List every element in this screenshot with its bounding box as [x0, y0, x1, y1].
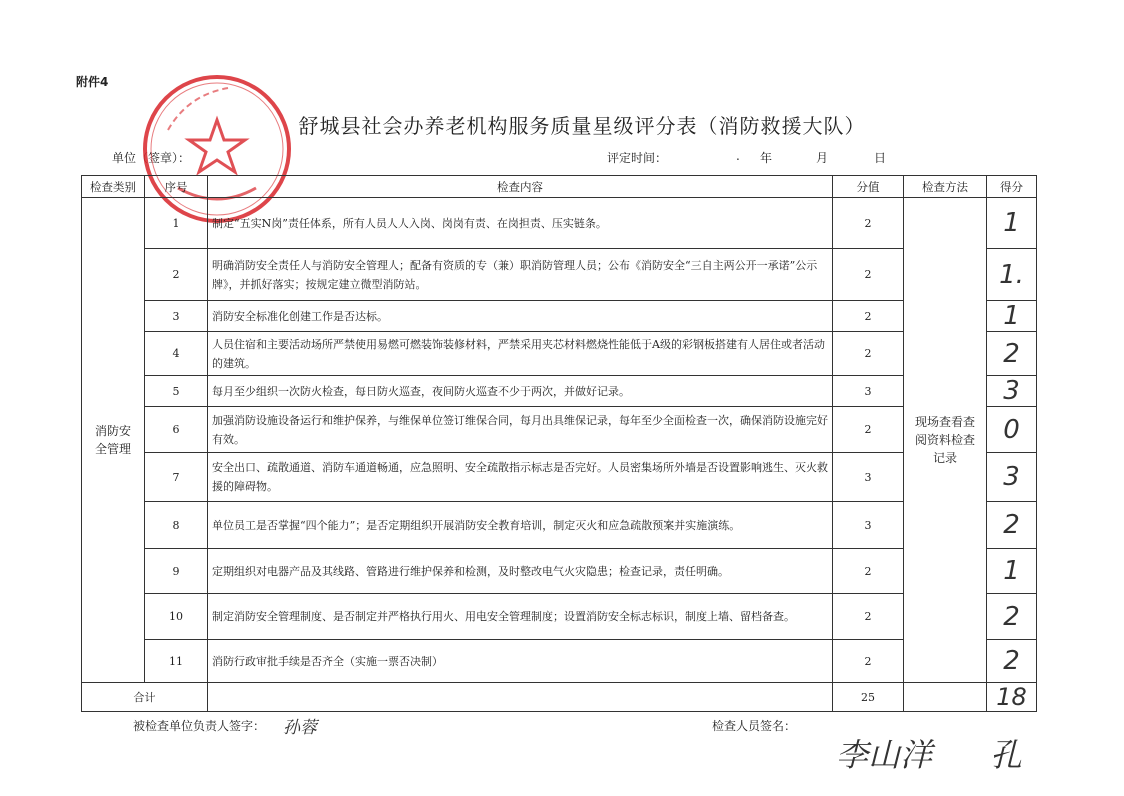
row-score: 1 [987, 198, 1037, 249]
date-year-label: 年 [760, 151, 773, 165]
row-number: 9 [145, 549, 208, 594]
row-score: 2 [987, 332, 1037, 376]
table-row [82, 332, 1037, 376]
table-row [82, 594, 1037, 640]
row-content: 制定“五实N岗”责任体系，所有人员人人入岗、岗岗有责、在岗担责、压实链条。 [208, 198, 833, 249]
responsible-signature-label: 被检查单位负责人签字： [133, 719, 266, 733]
row-points: 2 [833, 198, 904, 249]
row-points: 2 [833, 640, 904, 683]
table-row [82, 301, 1037, 332]
rating-table [81, 175, 1037, 712]
row-score: 2 [987, 594, 1037, 640]
row-score: 3 [987, 453, 1037, 502]
row-points: 2 [833, 549, 904, 594]
inspector-signature-2: 孔 [990, 736, 1023, 774]
row-content: 人员住宿和主要活动场所严禁使用易燃可燃装饰装修材料，严禁采用夹芯材料燃烧性能低于A级的彩钢板搭建有人居住或者活动的建筑。 [208, 332, 833, 376]
row-content: 安全出口、疏散通道、消防车通道畅通，应急照明、安全疏散指示标志是否完好。人员密集场所外墙是否设置影响逃生、灭火救援的障碍物。 [208, 453, 833, 502]
table-row [82, 453, 1037, 502]
table-row [82, 640, 1037, 683]
total-content-empty [208, 683, 833, 712]
evaluation-date-label: 评定时间： [607, 151, 668, 165]
unit-seal-label: 单位（签章）： [112, 151, 191, 165]
table-row [82, 376, 1037, 407]
date-day-label: 日 [874, 151, 887, 165]
header-number: 序号 [145, 176, 208, 198]
table-header-row [82, 176, 1037, 198]
row-points: 2 [833, 249, 904, 301]
row-number: 5 [145, 376, 208, 407]
total-score: 18 [987, 683, 1037, 712]
row-points: 2 [833, 594, 904, 640]
total-method-empty [904, 683, 987, 712]
header-score: 得分 [987, 176, 1037, 198]
method-cell: 现场查看查阅资料检查记录 [904, 198, 987, 683]
row-number: 3 [145, 301, 208, 332]
header-method: 检查方法 [904, 176, 987, 198]
row-number: 11 [145, 640, 208, 683]
date-month-label: 月 [816, 151, 829, 165]
header-points: 分值 [833, 176, 904, 198]
row-number: 4 [145, 332, 208, 376]
row-content: 定期组织对电器产品及其线路、管路进行维护保养和检测，及时整改电气火灾隐患；检查记录，责任明确。 [208, 549, 833, 594]
row-content: 明确消防安全责任人与消防安全管理人；配备有资质的专（兼）职消防管理人员；公布《消防安全“三自主两公开一承诺”公示牌》，并抓好落实；按规定建立微型消防站。 [208, 249, 833, 301]
total-row [82, 683, 1037, 712]
row-content: 制定消防安全管理制度、是否制定并严格执行用火、用电安全管理制度；设置消防安全标志标识，制度上墙、留档备查。 [208, 594, 833, 640]
table-row [82, 407, 1037, 453]
row-score: 2 [987, 502, 1037, 549]
row-score: 0 [987, 407, 1037, 453]
table-row [82, 198, 1037, 249]
row-points: 2 [833, 407, 904, 453]
responsible-signature: 孙蓉 [283, 718, 317, 738]
inspector-signature-label: 检查人员签名： [712, 719, 797, 733]
total-label: 合计 [82, 683, 208, 712]
inspector-signature-1: 李山洋 [836, 736, 933, 774]
row-content: 消防行政审批手续是否齐全（实施一票否决制） [208, 640, 833, 683]
row-content: 消防安全标准化创建工作是否达标。 [208, 301, 833, 332]
table-row [82, 249, 1037, 301]
row-score: 2 [987, 640, 1037, 683]
row-number: 8 [145, 502, 208, 549]
row-score: 1 [987, 549, 1037, 594]
row-number: 1 [145, 198, 208, 249]
page-title: 舒城县社会办养老机构服务质量星级评分表（消防救援大队） [298, 114, 866, 138]
row-points: 2 [833, 301, 904, 332]
category-cell: 消防安全管理 [82, 198, 145, 683]
row-points: 3 [833, 376, 904, 407]
row-score: 1. [987, 249, 1037, 301]
row-content: 加强消防设施设备运行和维护保养，与维保单位签订维保合同，每月出具维保记录，每年至少全面检查一次，确保消防设施完好有效。 [208, 407, 833, 453]
annex-label: 附件4 [76, 75, 109, 89]
header-category: 检查类别 [82, 176, 145, 198]
row-score: 1 [987, 301, 1037, 332]
row-number: 2 [145, 249, 208, 301]
row-points: 2 [833, 332, 904, 376]
table-row [82, 502, 1037, 549]
header-content: 检查内容 [208, 176, 833, 198]
total-points: 25 [833, 683, 904, 712]
row-number: 7 [145, 453, 208, 502]
row-number: 6 [145, 407, 208, 453]
row-content: 单位员工是否掌握“四个能力”；是否定期组织开展消防安全教育培训，制定灭火和应急疏散预案并实施演练。 [208, 502, 833, 549]
row-points: 3 [833, 502, 904, 549]
row-score: 3 [987, 376, 1037, 407]
table-row [82, 549, 1037, 594]
row-points: 3 [833, 453, 904, 502]
row-content: 每月至少组织一次防火检查，每日防火巡查，夜间防火巡查不少于两次，并做好记录。 [208, 376, 833, 407]
date-dot: . [736, 149, 740, 163]
row-number: 10 [145, 594, 208, 640]
